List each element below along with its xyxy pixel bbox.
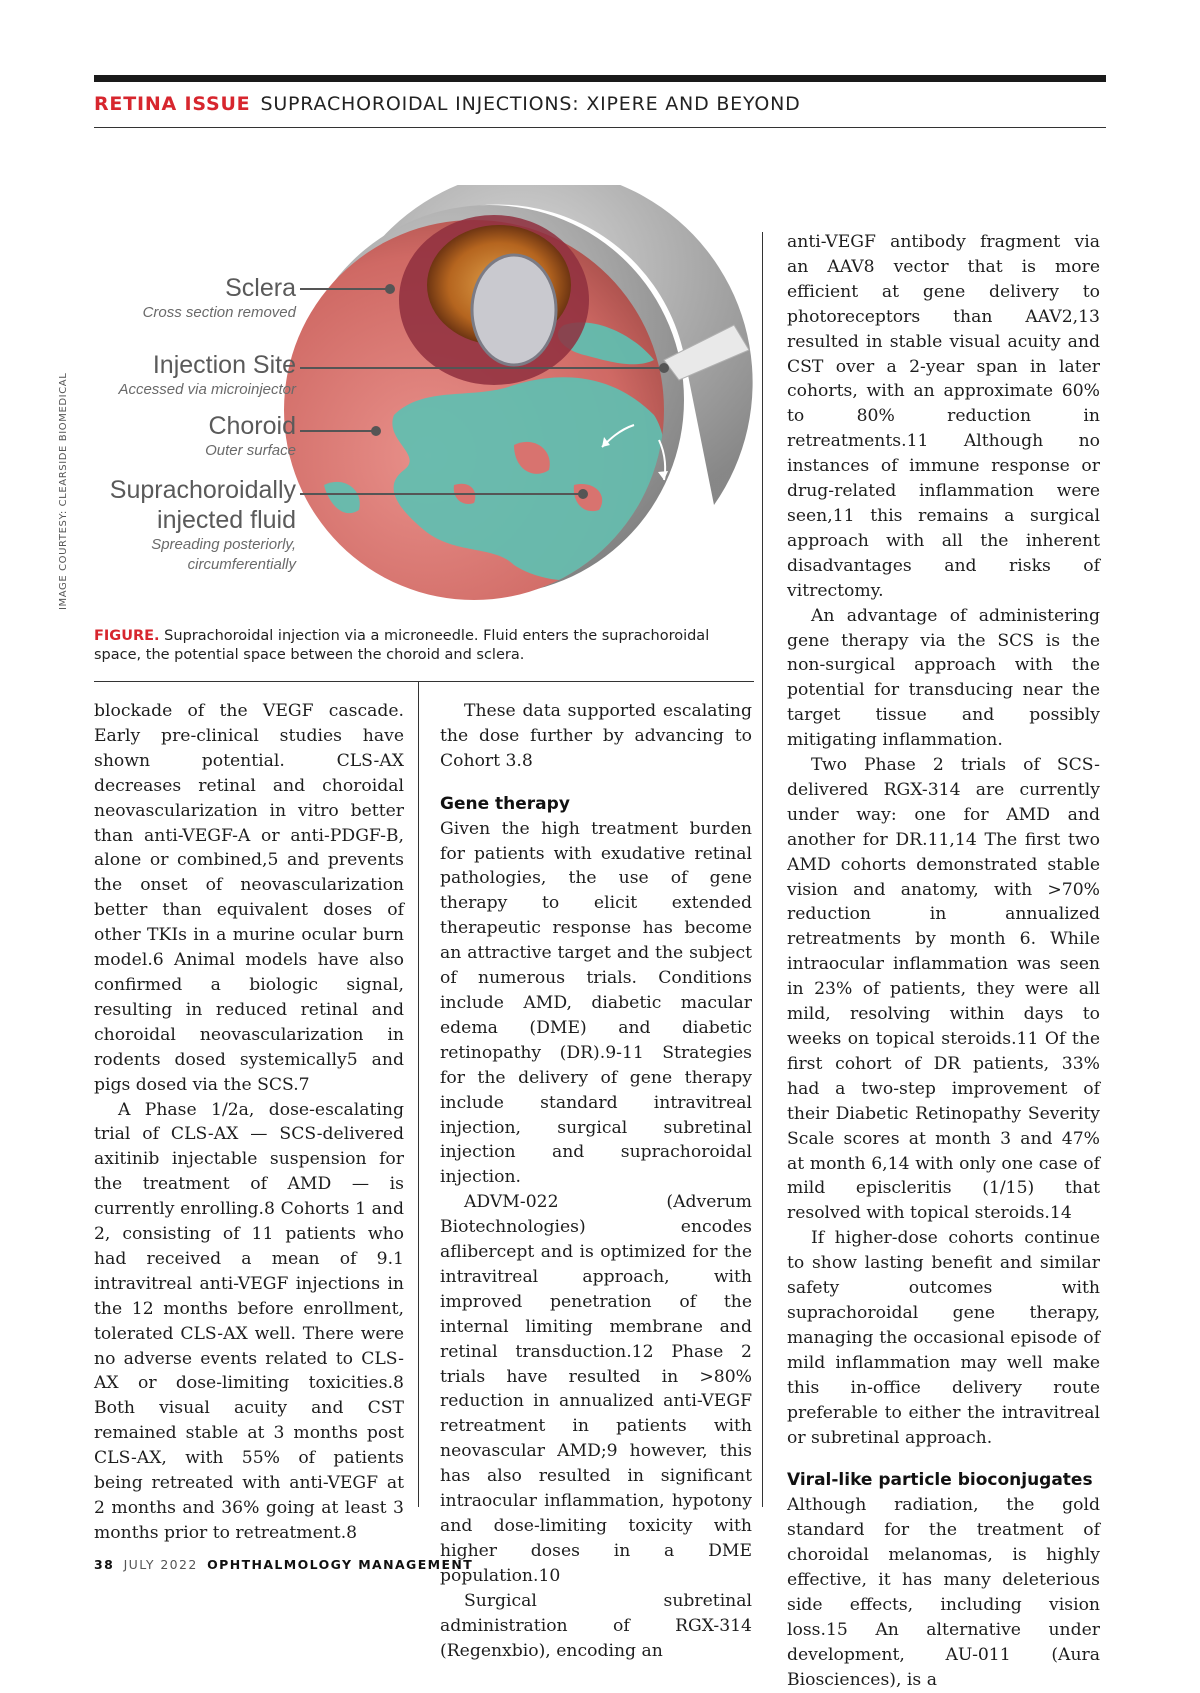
paragraph: Although radiation, the gold standard for the treatment of choroidal melanomas, is highly effective, it has many deleterious side effects, including vision loss.15 An alternative under development, AU-011 (Aura Biosciences), is a [787, 1495, 1100, 1690]
paragraph: Surgical subretinal administration of RGX-314 (Regenxbio), encoding an [440, 1590, 752, 1661]
paragraph: Given the high treatment burden for patients with exudative retinal pathologies, the use of gene therapy to elicit extended therapeutic response has become an attractive target and the subject of numerous trials. Conditions include AMD, diabetic macular edema (DME) and diabetic retinopathy (DR).9-11 Strategies for the delivery of gene therapy include standard intravitreal injection, surgical subretinal injection and suprachoroidal injection. [440, 818, 752, 1188]
caption-text: Suprachoroidal injection via a microneedle. Fluid enters the suprachoroidal space, the potential space between the choroid and sclera. [94, 628, 710, 663]
section-heading: Gene therapy [440, 793, 570, 814]
header-rule [94, 127, 1106, 128]
paragraph: anti-VEGF antibody fragment via an AAV8 vector that is more efficient at gene delivery to photoreceptors than AAV2,13 resulted in stable visual acuity and CST over a 2-year span in later cohorts, with an approximate 60% to 80% reduction in retreatments.11 Although no instances of immune response or drug-related inflammation were seen,11 this remains a surgical approach with all the inherent disadvantages and risks of vitrectomy. [787, 232, 1100, 601]
column-2 [440, 699, 752, 1663]
paragraph: ADVM-022 (Adverum Biotechnologies) encodes aflibercept and is optimized for the intravitreal approach, with improved penetration of the internal limiting membrane and retinal transduction.12 Phase 2 trials have resulted in >80% reduction in annualized anti-VEGF retreatment in patients with neovascular AMD;9 however, this has also resulted in significant intraocular inflammation, hypotony and dose-limiting toxicity with higher doses in a DME population.10 [440, 1192, 752, 1586]
page-number: 38 [94, 1557, 115, 1572]
label-sclera: Sclera Cross section removed [142, 274, 296, 321]
eye-figure [94, 185, 754, 625]
section-heading: Viral-like particle bioconjugates [787, 1470, 1093, 1491]
caption-label: FIGURE. [94, 628, 160, 644]
issue-date: JULY 2022 [123, 1557, 198, 1572]
label-fluid: Suprachoroidally injected fluid Spreading posteriorly, circumferentially [109, 476, 296, 573]
lens [472, 255, 556, 365]
paragraph: blockade of the VEGF cascade. Early pre-clinical studies have shown potential. CLS-AX decreases retinal and choroidal neovascularization in vitro better than anti-VEGF-A or anti-PDGF-B, alone or combined,5 and prevents the onset of neovascularization better than equivalent doses of other TKIs in a murine ocular burn model.6 Animal models have also confirmed a biologic signal, resulting in reduced retinal and choroidal neovascularization in rodents dosed systemically5 and pigs dosed via the SCS.7 [94, 701, 404, 1095]
figure-caption [94, 627, 754, 665]
column-divider [418, 682, 419, 1507]
running-header [94, 93, 801, 115]
paragraph: These data supported escalating the dose further by advancing to Cohort 3.8 [440, 701, 752, 771]
paragraph: A Phase 1/2a, dose-escalating trial of CLS-AX — SCS-delivered axitinib injectable suspension for the treatment of AMD — is currently enrolling.8 Cohorts 1 and 2, consisting of 11 patients who had received a mean of 9.1 intravitreal anti-VEGF injections in the 12 months before enrollment, tolerated CLS-AX well. There were no adverse events related to CLS-AX or dose-limiting toxicities.8 Both visual acuity and CST remained stable at 3 months post CLS-AX, with 55% of patients being retreated with anti-VEGF at 2 months and 36% going at least 3 months prior to retreatment.8 [94, 1099, 404, 1543]
label-choroid: Choroid Outer surface [205, 412, 296, 459]
column-1 [94, 699, 404, 1546]
paragraph: Two Phase 2 trials of SCS-delivered RGX-314 are currently under way: one for AMD and another for DR.11,14 The first two AMD cohorts demonstrated stable vision and anatomy, with >70% reduction in annualized retreatments by month 6. While intraocular inflammation was seen in 23% of patients, they were all mild, resolving within days to weeks on topical steroids.11 Of the first cohort of DR patients, 33% had a two-step improvement of their Diabetic Retinopathy Severity Scale scores at month 3 and 47% at month 6,14 with only one case of mild episcleritis (1/15) that resolved with topical steroids.14 [787, 755, 1100, 1224]
label-injection-site: Injection Site Accessed via microinjector [118, 351, 296, 398]
publication-name: OPHTHALMOLOGY MANAGEMENT [207, 1557, 474, 1572]
column-divider [762, 232, 763, 1507]
paragraph: An advantage of administering gene therapy via the SCS is the non-surgical approach with the potential for transducing near the target tissue and possibly mitigating inflammation. [787, 605, 1100, 751]
section-tag: RETINA ISSUE [94, 93, 251, 115]
top-rule [94, 75, 1106, 82]
page-footer [94, 1557, 473, 1572]
paragraph: If higher-dose cohorts continue to show lasting benefit and similar safety outcomes with suprachoroidal gene therapy, managing the occasional episode of mild inflammation may well make this in-office delivery route preferable to either the intravitreal or subretinal approach. [787, 1228, 1100, 1448]
image-credit: IMAGE COURTESY: CLEARSIDE BIOMEDICAL [58, 372, 69, 610]
header-title: SUPRACHOROIDAL INJECTIONS: XIPERE AND BEYOND [260, 93, 801, 115]
caption-rule [94, 681, 754, 682]
column-3 [787, 230, 1100, 1693]
